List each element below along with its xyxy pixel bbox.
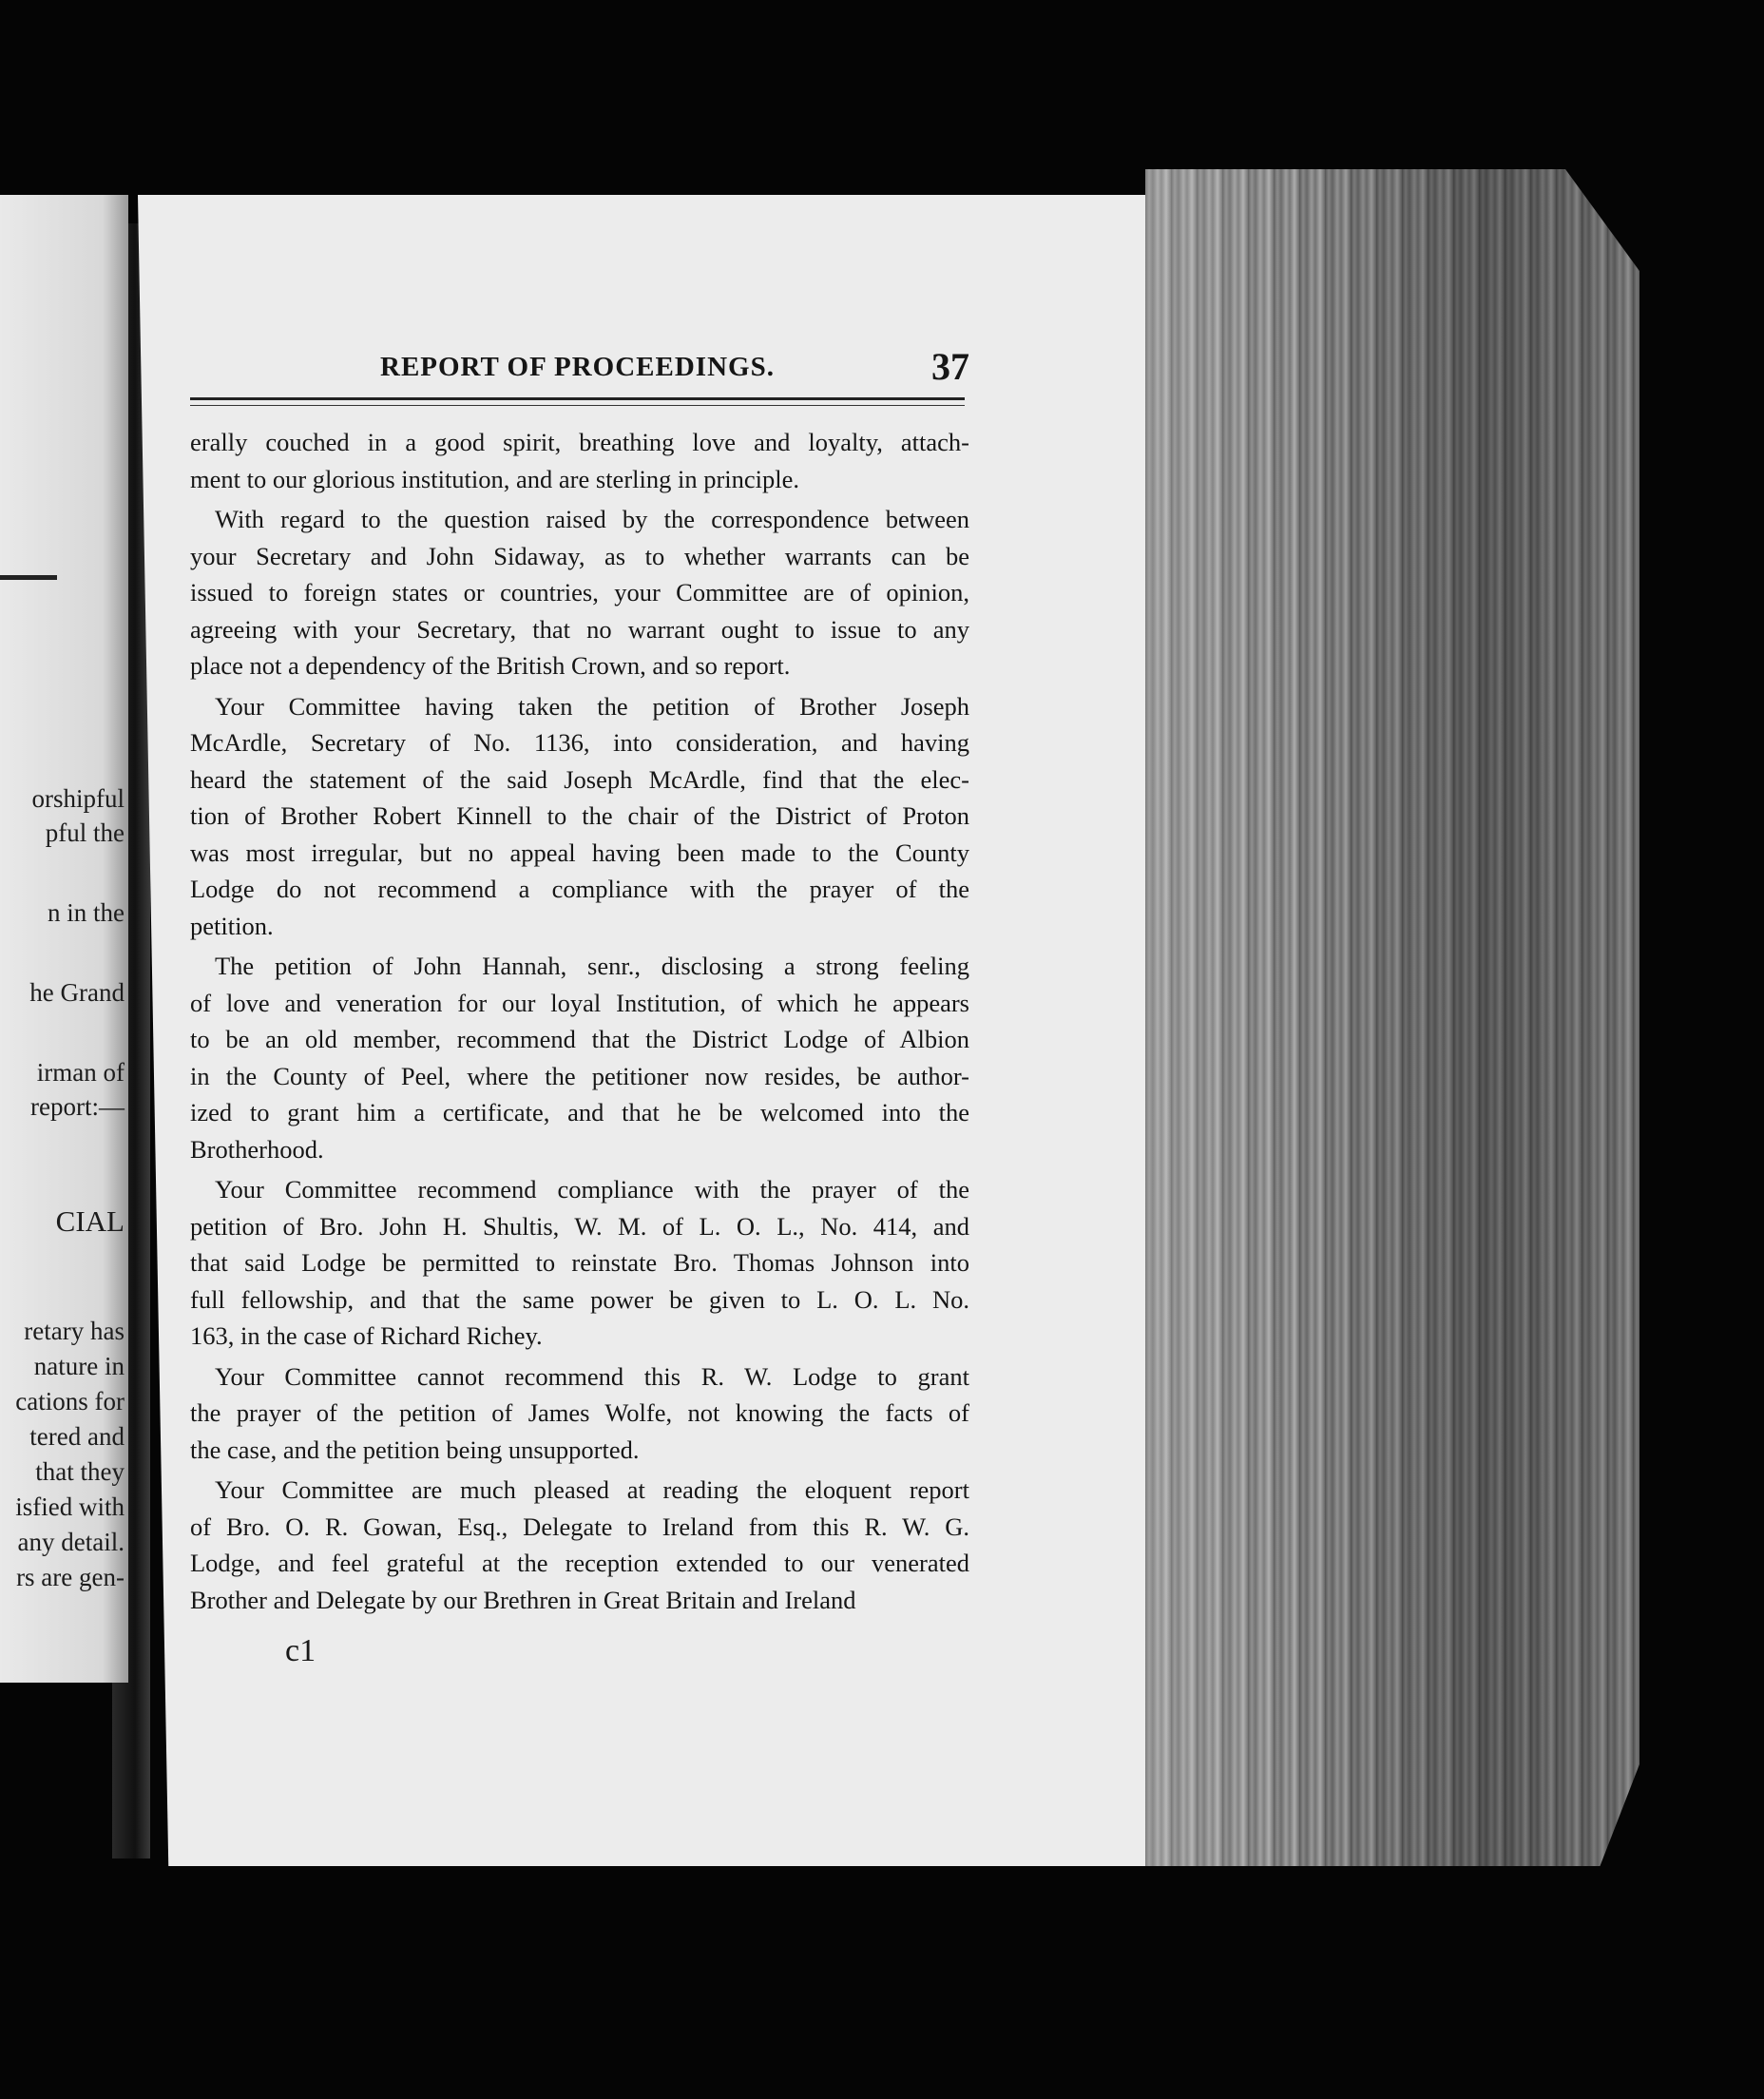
paragraph (190, 948, 969, 1167)
text-line: full fellowship, and that the same power be given to L. O. L. No. (190, 1284, 969, 1314)
left-page-line: n in the (48, 898, 125, 927)
text-line: in the County of Peel, where the petitioner now resides, be author- (190, 1061, 969, 1090)
paragraph (190, 1358, 969, 1469)
text-line: to be an old member, recommend that the District Lodge of Albion (190, 1025, 969, 1053)
text-line: erally couched in a good spirit, breathing love and loyalty, attach- (190, 428, 969, 456)
left-page-line: cations for (15, 1387, 125, 1415)
text-line: ized to grant him a certificate, and that he be welcomed into the (190, 1098, 969, 1127)
text-line: Your Committee recommend compliance with the prayer of the (215, 1175, 969, 1204)
text-line: With regard to the question raised by the correspondence between (215, 505, 969, 533)
text-line: Your Committee having taken the petition of Brother Joseph (215, 691, 969, 721)
text-line: of Bro. O. R. Gowan, Esq., Delegate to Ireland from this R. W. G. (190, 1512, 969, 1541)
header-rule-thin (190, 405, 965, 406)
left-page-line: rs are gen- (16, 1563, 125, 1591)
left-page-line: any detail. (17, 1528, 125, 1556)
text-line: that said Lodge be permitted to reinstate Bro. Thomas Johnson into (190, 1248, 969, 1277)
text-line: place not a dependency of the British Crown, and so report. (190, 651, 791, 680)
text-line: Your Committee cannot recommend this R. W. Lodge to grant (215, 1361, 969, 1391)
text-line: petition. (190, 911, 274, 940)
left-page-line: isfied with (15, 1492, 125, 1521)
text-line: tion of Brother Robert Kinnell to the chair of the District of Proton (190, 801, 969, 830)
text-line: heard the statement of the said Joseph McArdle, find that the elec- (190, 764, 969, 794)
signature-mark: c1 (285, 1633, 316, 1668)
text-line: Lodge, and feel grateful at the reception extended to our venerated (190, 1549, 969, 1577)
left-page-line: irman of (36, 1058, 125, 1087)
text-line: Brother and Delegate by our Brethren in Great Britain and Ireland (190, 1585, 856, 1614)
left-page-line: he Grand (29, 978, 125, 1007)
text-line: your Secretary and John Sidaway, as to whether warrants can be (190, 541, 969, 570)
left-page (0, 195, 128, 1683)
text-line: the case, and the petition being unsupported. (190, 1435, 640, 1464)
left-page-line: CIAL (55, 1204, 125, 1238)
left-page-line: that they (35, 1457, 125, 1486)
text-line: was most irregular, but no appeal having been made to the County (190, 838, 969, 867)
text-line: of love and veneration for our loyal Institution, of which he appears (190, 988, 969, 1017)
text-line: petition of Bro. John H. Shultis, W. M. of L. O. L., No. 414, and (190, 1211, 969, 1241)
text-line: the prayer of the petition of James Wolfe, not knowing the facts of (190, 1398, 969, 1427)
body-text (190, 424, 969, 1618)
left-page-rule (0, 575, 57, 580)
text-line: agreeing with your Secretary, that no warrant ought to issue to any (190, 614, 969, 644)
page-edges-shading (1145, 169, 1639, 1866)
left-page-line: orshipful (31, 784, 125, 813)
paragraph (190, 424, 969, 497)
left-page-line: report:— (30, 1092, 125, 1121)
paragraph (190, 688, 969, 945)
left-page-line: tered and (29, 1422, 125, 1451)
text-line: 163, in the case of Richard Richey. (190, 1321, 543, 1350)
left-page-line: pful the (45, 818, 125, 847)
text-line: Lodge do not recommend a compliance with the prayer of the (190, 875, 969, 903)
left-page-line: nature in (33, 1352, 125, 1380)
paragraph (190, 1472, 969, 1618)
paragraph (190, 1171, 969, 1355)
text-line: issued to foreign states or countries, your Committee are of opinion, (190, 578, 969, 607)
header-rule (190, 397, 965, 400)
running-head: REPORT OF PROCEEDINGS. (380, 352, 775, 382)
text-line: Brotherhood. (190, 1134, 324, 1164)
text-line: ment to our glorious institution, and are sterling in principle. (190, 464, 800, 493)
left-page-line: retary has (24, 1317, 125, 1345)
page-header (190, 344, 969, 390)
page-number: 37 (931, 345, 969, 388)
paragraph (190, 501, 969, 684)
text-line: McArdle, Secretary of No. 1136, into consideration, and having (190, 728, 969, 757)
text-line: The petition of John Hannah, senr., disclosing a strong feeling (215, 952, 969, 980)
text-line: Your Committee are much pleased at reading the eloquent report (215, 1475, 969, 1504)
